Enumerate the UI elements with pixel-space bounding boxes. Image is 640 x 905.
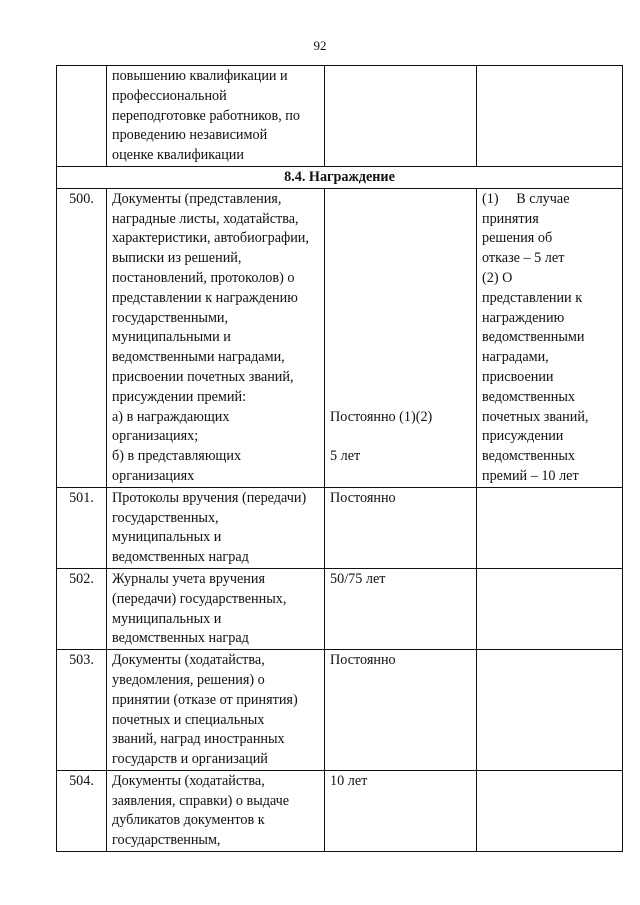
cell-text-line: государств и организаций [112,751,268,768]
retention-term-cell: Постоянно [325,487,477,568]
note-line: ведомственных [482,448,575,465]
table-row-503 [57,650,623,771]
cell-text-line: заявления, справки) о выдаче [112,792,290,809]
document-type-cell [107,650,325,771]
table-row-continuation [57,66,623,167]
notes-cell [477,487,623,568]
note-line: награждению [482,309,565,326]
retention-term-b: 5 лет [330,448,361,465]
cell-text-line: б) в представляющих [112,448,242,465]
cell-text-line: наградные листы, ходатайства, [112,210,299,227]
cell-text-line: муниципальных и [112,529,222,546]
table-row-502 [57,568,623,649]
retention-term-cell: 10 лет [325,770,477,851]
cell-text-line: присуждении премий: [112,388,247,405]
cell-text-line: представлении к награждению [112,289,298,306]
cell-text-line: ведомственными наградами, [112,349,285,366]
notes-cell [477,568,623,649]
cell-text-line: принятии (отказе от принятия) [112,691,298,708]
table-row-504 [57,770,623,851]
note-line: принятия [482,210,539,227]
row-number-cell: 504. [57,770,107,851]
document-type-cell [107,66,325,167]
notes-cell [477,650,623,771]
row-number-cell: 502. [57,568,107,649]
cell-text-line: государственных, [112,509,219,526]
cell-text-line: муниципальных и [112,610,222,627]
cell-text-line: характеристики, автобиографии, [112,230,309,247]
cell-text-line: муниципальными и [112,329,231,346]
note-line: наградами, [482,349,549,366]
retention-term-cell [325,66,477,167]
cell-text-line: званий, наград иностранных [112,731,285,748]
retention-term-a: Постоянно (1)(2) [330,408,433,425]
notes-cell [477,188,623,487]
note-line: ведомственных [482,388,575,405]
note-line: ведомственными [482,329,585,346]
cell-text-line: Документы (ходатайства, [112,772,265,789]
row-number-cell: 500. [57,188,107,487]
cell-text-line: переподготовке работников, по [112,107,300,124]
note-line: присвоении [482,368,554,385]
section-heading-row [57,166,623,188]
retention-term-cell [325,188,477,487]
records-retention-table [56,65,623,852]
cell-text-line: а) в награждающих [112,408,230,425]
cell-text-line: оценке квалификации [112,147,244,164]
cell-text-line: выписки из решений, [112,250,242,267]
cell-text-line: повышению квалификации и [112,68,288,84]
cell-text-line: дубликатов документов к [112,812,265,829]
note-line: премий – 10 лет [482,467,579,484]
cell-text-line: Протоколы вручения (передачи) [112,489,307,506]
cell-text-line: постановлений, протоколов) о [112,269,295,286]
page-number: 92 [313,38,327,53]
table-row-501 [57,487,623,568]
cell-text-line: ведомственных наград [112,549,249,566]
document-type-cell [107,188,325,487]
section-heading: 8.4. Награждение [57,166,623,188]
cell-text-line: Документы (представления, [112,190,282,207]
cell-text-line: государственным, [112,832,221,849]
cell-text-line: уведомления, решения) о [112,671,265,688]
note-line: представлении к [482,289,583,306]
cell-text-line: организациях [112,467,195,484]
cell-text-line: проведению независимой [112,127,268,144]
cell-text-line: Документы (ходатайства, [112,652,265,669]
cell-text-line: ведомственных наград [112,630,249,647]
notes-cell [477,770,623,851]
cell-text-line: присвоении почетных званий, [112,368,294,385]
cell-text-line: государственными, [112,309,229,326]
document-type-cell [107,568,325,649]
note-line: решения об [482,230,553,247]
note-line: отказе – 5 лет [482,250,565,267]
note-line: почетных званий, [482,408,589,425]
cell-text-line: профессиональной [112,87,227,104]
cell-text-line: почетных и специальных [112,711,265,728]
notes-cell [477,66,623,167]
note-line: (1) В случае [482,190,570,207]
cell-text-line: Журналы учета вручения [112,570,265,587]
table-row-500 [57,188,623,487]
retention-term-cell: 50/75 лет [325,568,477,649]
row-number-cell: 503. [57,650,107,771]
document-type-cell [107,770,325,851]
note-line: (2) О [482,269,513,286]
cell-text-line: (передачи) государственных, [112,590,287,607]
row-number-cell [57,66,107,167]
retention-term-cell: Постоянно [325,650,477,771]
document-type-cell [107,487,325,568]
note-line: присуждении [482,428,564,445]
row-number-cell: 501. [57,487,107,568]
cell-text-line: организациях; [112,428,199,445]
